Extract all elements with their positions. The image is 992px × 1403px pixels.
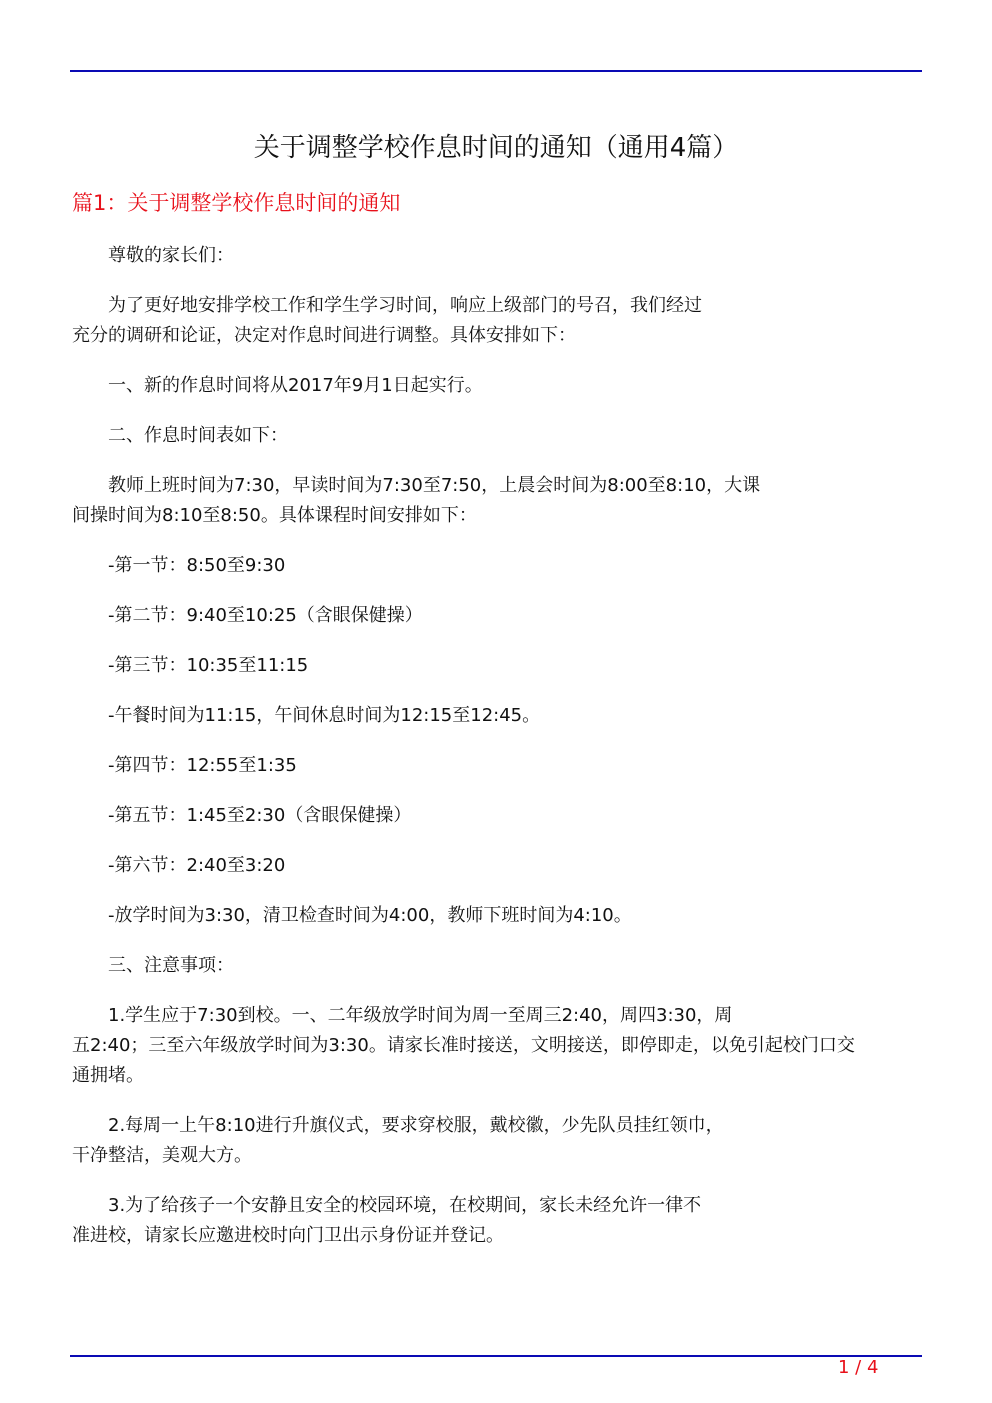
paragraph-line: 准进校，请家长应邀进校时向门卫出示身份证并登记。 [72, 1225, 504, 1246]
paragraph [72, 1001, 922, 1091]
paragraph-line: -午餐时间为11:15，午间休息时间为12:15至12:45。 [108, 705, 541, 726]
paragraph [72, 651, 922, 681]
paragraph [72, 241, 922, 271]
paragraph-line: -放学时间为3:30，清卫检查时间为4:00，教师下班时间为4:10。 [108, 905, 632, 926]
paragraph [72, 1191, 922, 1251]
paragraph-line: 五2:40；三至六年级放学时间为3:30。请家长准时接送，文明接送，即停即走，以免引起校门口交 [72, 1035, 855, 1056]
paragraph-line: 二、作息时间表如下： [108, 425, 288, 446]
paragraph-line: 教师上班时间为7:30，早读时间为7:30至7:50，上晨会时间为8:00至8:10，大课 [108, 475, 761, 496]
paragraph [72, 901, 922, 931]
paragraph-line: -第三节：10:35至11:15 [108, 655, 309, 676]
paragraph-line: 一、新的作息时间将从2017年9月1日起实行。 [108, 375, 483, 396]
paragraph-line: -第六节：2:40至3:20 [108, 855, 286, 876]
paragraph-line: 充分的调研和论证，决定对作息时间进行调整。具体安排如下： [72, 325, 576, 346]
paragraph [72, 291, 922, 351]
paragraph [72, 471, 922, 531]
paragraph [72, 751, 922, 781]
paragraph-line: 三、注意事项： [108, 955, 234, 976]
document-title: 关于调整学校作息时间的通知（通用4篇） [253, 133, 739, 163]
paragraph [72, 421, 922, 451]
paragraph [72, 851, 922, 881]
paragraph-line: 1.学生应于7:30到校。一、二年级放学时间为周一至周三2:40，周四3:30，周 [108, 1005, 733, 1026]
paragraph-line: 通拥堵。 [72, 1065, 144, 1086]
paragraph [72, 551, 922, 581]
paragraph-line: -第五节：1:45至2:30（含眼保健操） [108, 805, 412, 826]
paragraph [72, 601, 922, 631]
paragraph [72, 801, 922, 831]
footer-rule [70, 1355, 922, 1357]
paragraph [72, 701, 922, 731]
paragraph-line: -第四节：12:55至1:35 [108, 755, 297, 776]
paragraph [72, 951, 922, 981]
section-heading: 篇1：关于调整学校作息时间的通知 [72, 191, 401, 215]
header-rule [70, 70, 922, 72]
paragraph [72, 371, 922, 401]
paragraph [72, 1111, 922, 1171]
paragraph-line: -第一节：8:50至9:30 [108, 555, 286, 576]
paragraph-line: -第二节：9:40至10:25（含眼保健操） [108, 605, 423, 626]
paragraph-line: 2.每周一上午8:10进行升旗仪式，要求穿校服，戴校徽，少先队员挂红领巾， [108, 1115, 724, 1136]
paragraph-line: 干净整洁，美观大方。 [72, 1145, 252, 1166]
page-number: 1 / 4 [838, 1357, 879, 1378]
paragraph-line: 3.为了给孩子一个安静且安全的校园环境，在校期间，家长未经允许一律不 [108, 1195, 702, 1216]
paragraph-line: 尊敬的家长们： [108, 245, 234, 266]
paragraph-line: 为了更好地安排学校工作和学生学习时间，响应上级部门的号召，我们经过 [108, 295, 702, 316]
paragraph-line: 间操时间为8:10至8:50。具体课程时间安排如下： [72, 505, 477, 526]
